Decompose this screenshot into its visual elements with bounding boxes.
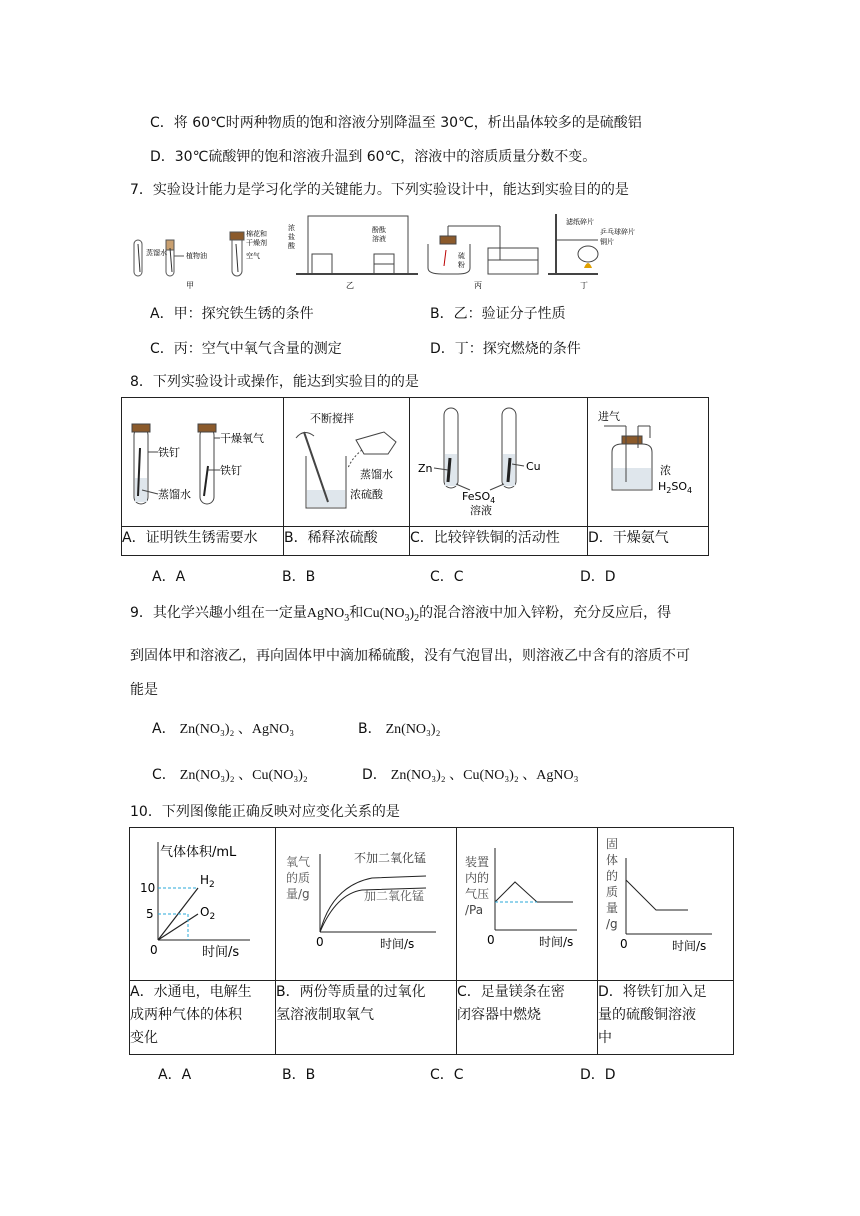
q8-fig-d-so4-label: SO xyxy=(671,480,688,493)
q10-graph-b-ylabel-1: 氧气 xyxy=(286,855,311,869)
q8-figure-b xyxy=(284,398,409,522)
q10-graph-a xyxy=(130,828,275,976)
q7-fig-jia-desiccant-label: 干燥剂 xyxy=(246,239,267,247)
q8-fig-d-inlet-label: 进气 xyxy=(598,410,620,423)
q10-caption-d xyxy=(598,981,734,1055)
q8-fig-c-feso4-subscript: 4 xyxy=(490,496,496,505)
q7-fig-yi-caption: 乙 xyxy=(346,281,354,290)
q10-graph-a-tick-10: 10 xyxy=(140,881,156,895)
q9-cuno3: Cu(NO xyxy=(363,606,405,621)
q7-fig-yi-acid-label-2: 盐 xyxy=(288,233,295,241)
q10-graph-a-origin: 0 xyxy=(150,943,158,957)
q7-fig-ding-filter-label: 滤纸碎片 xyxy=(566,218,594,226)
q8-caption-d: D．干燥氨气 xyxy=(588,527,709,556)
q8-fig-a-nail-label-1: 铁钉 xyxy=(158,446,180,459)
q10-graph-a-o2-line xyxy=(158,914,198,940)
q9-option-d-letter: D． xyxy=(362,767,387,783)
q8-fig-d-conc-label: 浓 xyxy=(660,464,671,477)
q8-fig-b-acid-label: 浓硫酸 xyxy=(350,488,383,501)
q10-graph-b-ylabel-3: 量/g xyxy=(286,887,310,901)
q8-fig-b-water-label: 蒸馏水 xyxy=(360,468,393,481)
q8-figure-cell-a xyxy=(122,398,284,527)
q7-fig-bing-sulfur-label-1: 硫 xyxy=(458,252,465,260)
q9-cuno3-subscript-2: 2 xyxy=(414,612,420,624)
q9-option-d-formula: Zn(NO₃)₂ 、Cu(NO₃)₂ 、AgNO₃ xyxy=(390,768,579,783)
q9-line-1-pre: 9．其化学兴趣小组在一定量 xyxy=(130,605,307,621)
q9-and: 和 xyxy=(349,605,364,621)
q7-fig-jia-water-label: 蒸馏水 xyxy=(146,249,167,257)
q8-fig-c-cu-label: Cu xyxy=(526,460,541,473)
q10-caption-c xyxy=(457,981,598,1055)
q7-fig-jia-cotton-label: 棉花和 xyxy=(246,230,267,238)
q9-option-a-formula: Zn(NO₃)₂ 、AgNO₃ xyxy=(179,722,295,737)
q6-option-d: D．30℃硫酸钾的饱和溶液升温到 60℃，溶液中的溶质质量分数不变。 xyxy=(150,149,597,165)
q10-caption-a xyxy=(130,981,276,1055)
q9-cuno3-close: ) xyxy=(409,606,415,621)
q8-figure-cell-b xyxy=(284,398,410,527)
q7-fig-bing-sulfur-label-2: 粉 xyxy=(458,261,465,269)
q9-line-1-post: 的混合溶液中加入锌粉，充分反应后，得 xyxy=(419,605,672,621)
q10-graph-c-ylabel-3: 气压 xyxy=(465,887,490,901)
q10-graph-c-ylabel-4: /Pa xyxy=(465,903,484,917)
q9-line-1 xyxy=(130,602,671,624)
q7-fig-ding-copper-label: 铜片 xyxy=(600,238,614,246)
q8-stem: 8．下列实验设计或操作，能达到实验目的的是 xyxy=(130,374,419,390)
q10-graph-d-ylabel-3: 的 xyxy=(606,869,619,883)
q10-graph-c-xlabel: 时间/s xyxy=(539,935,574,949)
q7-fig-yi-acid-label-1: 浓 xyxy=(288,224,295,232)
q9-option-b-formula: Zn(NO₃)₂ xyxy=(385,722,441,737)
q8-fig-c-feso4-label: FeSO xyxy=(462,490,491,503)
q10-graph-d xyxy=(598,828,733,976)
q10-graph-d-ylabel-4: 质 xyxy=(606,885,619,899)
q10-graph-a-h2-label: H xyxy=(200,873,210,887)
q7-fig-yi-phenol-label-1: 酚酞 xyxy=(372,226,386,234)
q7-stem: 7．实验设计能力是学习化学的关键能力。下列实验设计中，能达到实验目的的是 xyxy=(130,182,629,198)
q10-option-b: B．B xyxy=(282,1067,316,1083)
q8-fig-a-nail-label-2: 铁钉 xyxy=(220,464,242,477)
q6-option-c: C．将 60℃时两种物质的饱和溶液分别降温至 30℃，析出晶体较多的是硫酸铝 xyxy=(150,115,642,131)
q7-fig-ding-pingpong-label: 乒乓球碎片 xyxy=(600,228,635,236)
q10-graph-d-xlabel: 时间/s xyxy=(672,939,707,953)
q10-graph-a-h2-subscript: 2 xyxy=(209,880,215,890)
q10-graph-c-ylabel-1: 装置 xyxy=(465,855,490,869)
q8-figure-d xyxy=(588,398,708,522)
q7-fig-ding-caption: 丁 xyxy=(580,281,588,290)
q10-caption-b-line-2: 氢溶液制取氧气 xyxy=(276,1007,374,1023)
q10-graph-cell-c xyxy=(457,828,598,981)
q8-figure-cell-d xyxy=(588,398,709,527)
q10-caption-d-line-1: D．将铁钉加入足 xyxy=(598,984,707,1000)
q8-fig-c-solution-label: 溶液 xyxy=(470,504,492,517)
q9-option-c-formula: Zn(NO₃)₂ 、Cu(NO₃)₂ xyxy=(179,768,308,783)
q7-fig-yi xyxy=(296,216,418,274)
q9-option-c xyxy=(152,764,308,784)
q10-graph-cell-d xyxy=(598,828,734,981)
q7-fig-yi-acid-label-3: 酸 xyxy=(288,242,295,250)
q8-caption-a: A．证明铁生锈需要水 xyxy=(122,527,284,556)
q10-graph-d-ylabel-6: /g xyxy=(606,917,618,931)
q10-graph-b-origin: 0 xyxy=(316,935,324,949)
svg-text:H2SO4 xyxy=(658,480,692,495)
q10-graph-a-ylabel: 气体体积/mL xyxy=(160,845,237,860)
q10-graph-d-curve xyxy=(626,880,688,910)
q10-graph-c-origin: 0 xyxy=(487,933,495,947)
q9-option-b xyxy=(358,718,440,738)
q8-option-d: D．D xyxy=(580,569,616,585)
q10-caption-d-line-2: 量的硫酸铜溶液 xyxy=(598,1007,696,1023)
q7-fig-jia-caption: 甲 xyxy=(186,281,194,290)
q10-graph-b-curve1-label: 不加二氧化锰 xyxy=(354,851,427,865)
q10-graph-a-tick-5: 5 xyxy=(146,907,154,921)
q7-apparatus-figure xyxy=(128,210,635,290)
q7-fig-bing xyxy=(428,226,538,274)
q7-option-c: C．丙：空气中氧气含量的测定 xyxy=(150,341,342,357)
q10-option-d: D．D xyxy=(580,1067,616,1083)
q7-fig-jia-oil-label: 植物油 xyxy=(186,252,207,260)
q10-option-a: A．A xyxy=(158,1067,192,1083)
q10-graph-a-o2-subscript: 2 xyxy=(209,912,216,922)
q10-table xyxy=(129,827,734,1055)
q10-caption-a-line-3: 变化 xyxy=(130,1030,158,1046)
q10-graph-d-origin: 0 xyxy=(620,937,628,951)
q8-fig-a-water-label: 蒸馏水 xyxy=(158,488,191,501)
q10-graph-d-ylabel-5: 量 xyxy=(606,901,619,915)
svg-text:O2 xyxy=(200,905,215,922)
q10-graph-b-xlabel: 时间/s xyxy=(380,937,415,951)
svg-text:FeSO4 xyxy=(462,490,495,505)
q8-fig-d-so4-subscript: 4 xyxy=(687,486,693,495)
q7-option-b: B．乙：验证分子性质 xyxy=(430,306,566,322)
q10-caption-c-line-1: C．足量镁条在密 xyxy=(457,984,565,1000)
q10-graph-b xyxy=(276,828,456,976)
q8-fig-d-h-label: H xyxy=(658,480,667,493)
q7-fig-jia-air-label: 空气 xyxy=(246,252,260,260)
q10-graph-c xyxy=(457,828,597,976)
q7-fig-bing-caption: 丙 xyxy=(474,281,482,290)
q8-fig-b-stir-label: 不断搅拌 xyxy=(310,412,354,425)
q10-graph-b-ylabel-2: 的质 xyxy=(286,871,311,885)
q7-option-d: D．丁：探究燃烧的条件 xyxy=(430,341,581,357)
q10-graph-a-xlabel: 时间/s xyxy=(202,945,240,960)
q10-graph-cell-b xyxy=(276,828,457,981)
q10-graph-c-curve xyxy=(495,882,573,902)
q8-figure-a xyxy=(122,398,283,522)
q10-graph-b-curve2-label: 加二氧化锰 xyxy=(364,889,425,903)
q7-fig-yi-phenol-label-2: 溶液 xyxy=(372,235,386,243)
q8-table xyxy=(121,397,709,556)
q10-graph-a-o2-label: O xyxy=(200,905,210,919)
q10-graph-b-curve-no-mno2 xyxy=(320,876,426,932)
q10-graph-cell-a xyxy=(130,828,276,981)
q8-figure-cell-c xyxy=(410,398,588,527)
q8-figure-c xyxy=(410,398,587,522)
q9-cuno3-subscript-3: 3 xyxy=(404,612,410,624)
q8-option-c: C．C xyxy=(430,569,464,585)
q10-caption-b xyxy=(276,981,457,1055)
q9-option-c-letter: C． xyxy=(152,767,176,783)
q8-caption-b: B．稀释浓硫酸 xyxy=(284,527,410,556)
q10-caption-d-line-3: 中 xyxy=(598,1030,612,1046)
q9-line-2: 到固体甲和溶液乙，再向固体甲中滴加稀硫酸，没有气泡冒出，则溶液乙中含有的溶质不可 xyxy=(130,648,690,664)
q8-caption-c: C．比较锌铁铜的活动性 xyxy=(410,527,588,556)
q10-caption-c-line-2: 闭容器中燃烧 xyxy=(457,1007,541,1023)
q10-stem: 10．下列图像能正确反映对应变化关系的是 xyxy=(130,804,400,820)
q10-option-c: C．C xyxy=(430,1067,464,1083)
q8-option-b: B．B xyxy=(282,569,316,585)
q10-graph-d-ylabel-1: 固 xyxy=(606,837,619,851)
q10-caption-a-line-1: A．水通电，电解生 xyxy=(130,984,252,1000)
q9-agno3-subscript: 3 xyxy=(344,612,350,624)
q9-option-a-letter: A． xyxy=(152,721,176,737)
q9-line-3: 能是 xyxy=(130,682,158,698)
q10-graph-c-ylabel-2: 内的 xyxy=(465,871,490,885)
q9-option-a xyxy=(152,718,294,738)
q8-fig-a-oxygen-label: 干燥氧气 xyxy=(220,432,264,445)
q10-caption-a-line-2: 成两种气体的体积 xyxy=(130,1007,242,1023)
q10-caption-b-line-1: B．两份等质量的过氧化 xyxy=(276,984,426,1000)
q8-fig-c-zn-label: Zn xyxy=(418,462,433,475)
q9-option-b-letter: B． xyxy=(358,721,382,737)
svg-text:H2 xyxy=(200,873,215,890)
q7-option-a: A．甲：探究铁生锈的条件 xyxy=(150,306,314,322)
q8-fig-d-h-subscript: 2 xyxy=(666,486,672,495)
q8-option-a: A．A xyxy=(152,569,186,585)
q10-graph-d-ylabel-2: 体 xyxy=(606,853,619,867)
q9-agno3: AgNO xyxy=(306,606,345,621)
q9-option-d xyxy=(362,764,579,784)
